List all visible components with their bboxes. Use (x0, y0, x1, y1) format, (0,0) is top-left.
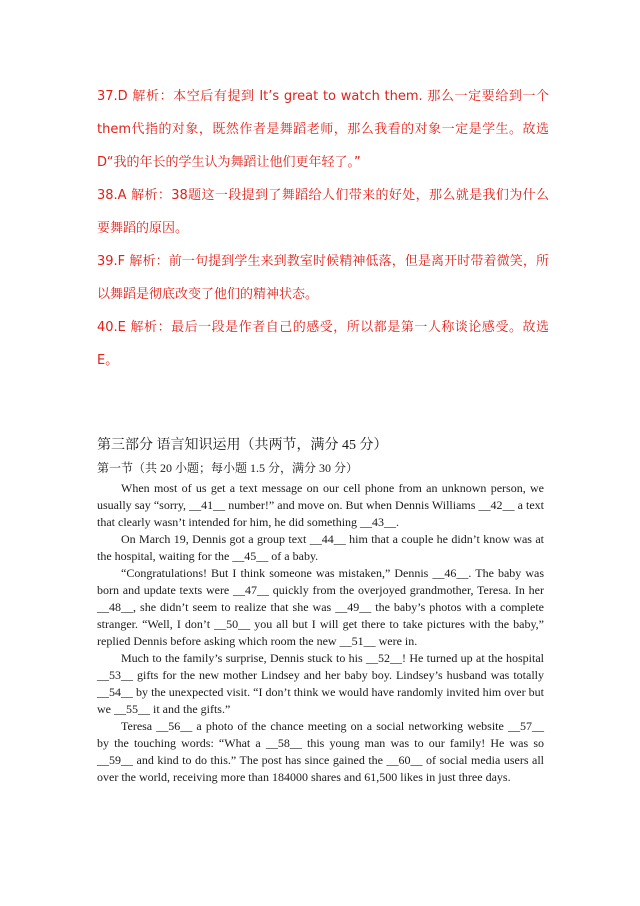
answer-40 (97, 311, 549, 377)
answer-37 (97, 80, 549, 179)
answer-explanations (97, 80, 549, 377)
answer-explanation: 解析：本空后有提到 It’s great to watch them. 那么一定要给到一个them代指的对象，既然作者是舞蹈老师，那么我看的对象一定是学生。故选D“我的年长的学生认为舞蹈让他们更年轻了。” (97, 89, 549, 170)
cloze-passage (97, 480, 544, 786)
section-title: 第三部分 语言知识运用（共两节，满分 45 分） (97, 438, 388, 453)
passage-paragraph: Teresa __56__ a photo of the chance meeting on a social networking website __57__ by the touching words: “What a __58__ this young man was to our family! He was so __59__ and kind to do this.” The post has since gained the __60__ of social media users all over the world, receiving more than 184000 shares and 61,500 likes in just three days. (97, 719, 544, 784)
answer-explanation: 解析：前一句提到学生来到教室时候精神低落，但是离开时带着微笑，所以舞蹈是彻底改变了他们的精神状态。 (97, 254, 549, 302)
answer-number: 40.E (97, 320, 126, 335)
passage-paragraph: When most of us get a text message on our cell phone from an unknown person, we usually say “sorry, __41__ number!” and move on. But when Dennis Williams __42__ a text that clearly wasn’t intended for him, he did something __43__. (97, 481, 544, 529)
answer-number: 38.A (97, 188, 127, 203)
answer-38 (97, 179, 549, 245)
section-subtitle: 第一节（共 20 小题；每小题 1.5 分，满分 30 分） (97, 461, 359, 475)
passage-paragraph: On March 19, Dennis got a group text __44__ him that a couple he didn’t know was at the hospital, waiting for the __45__ of a baby. (97, 532, 544, 563)
answer-number: 37.D (97, 89, 128, 104)
answer-number: 39.F (97, 254, 126, 269)
answer-explanation: 解析：38题这一段提到了舞蹈给人们带来的好处，那么就是我们为什么要舞蹈的原因。 (97, 188, 549, 236)
passage-paragraph: “Congratulations! But I think someone was mistaken,” Dennis __46__. The baby was born and update texts were __47__ quickly from the overjoyed grandmother, Teresa. In her __48__, she didn’t seem to realize that she was __49__ the baby’s photos with a complete stranger. “Well, I don’t __50__ you all but I will get there to take pictures with the baby,” replied Dennis before asking which room the new __51__ were in. (97, 566, 544, 648)
answer-explanation: 解析：最后一段是作者自己的感受，所以都是第一人称谈论感受。故选E。 (97, 320, 549, 368)
language-knowledge-section (97, 436, 544, 786)
answer-39 (97, 245, 549, 311)
passage-paragraph: Much to the family’s surprise, Dennis stuck to his __52__! He turned up at the hospital __53__ gifts for the new mother Lindsey and her baby boy. Lindsey’s husband was totally __54__ by the unexpected visit. “I don’t think we would have randomly invited him over but we __55__ it and the gifts.” (97, 651, 544, 716)
